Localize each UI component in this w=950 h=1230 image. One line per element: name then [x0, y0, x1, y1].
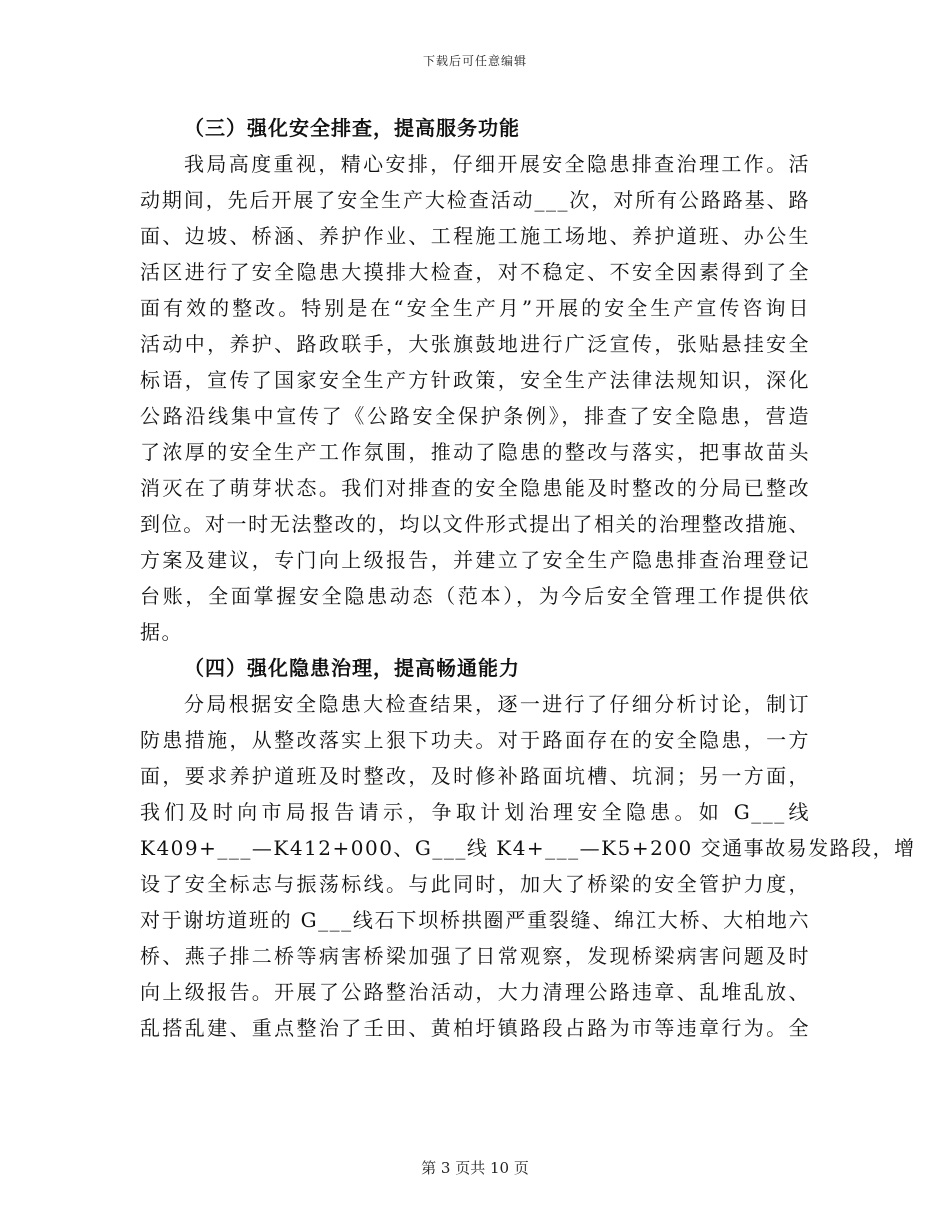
document-body — [140, 110, 916, 1046]
paragraph-line: 到位。对一时无法整改的，均以文件形式提出了相关的治理整改措施、 — [140, 512, 810, 536]
paragraph-line: 我们及时向市局报告请示，争取计划治理安全隐患。如 G___线 — [140, 800, 810, 824]
paragraph-line: 面，要求养护道班及时整改，及时修补路面坑槽、坑洞；另一方面， — [140, 764, 810, 788]
paragraph-line: 分局根据安全隐患大检查结果，逐一进行了仔细分析讨论，制订 — [184, 692, 810, 716]
paragraph-line: 面有效的整改。特别是在“安全生产月”开展的安全生产宣传咨询日 — [140, 296, 810, 320]
paragraph-line: 对于谢坊道班的 G___线石下坝桥拱圈严重裂缝、绵江大桥、大柏地六 — [140, 908, 810, 932]
paragraph-line: 向上级报告。开展了公路整治活动，大力清理公路违章、乱堆乱放、 — [140, 980, 810, 1004]
paragraph-line: 消灭在了萌芽状态。我们对排查的安全隐患能及时整改的分局已整改 — [140, 476, 810, 500]
paragraph-line: 据。 — [140, 620, 183, 644]
paragraph-line: 桥、燕子排二桥等病害桥梁加强了日常观察，发现桥梁病害问题及时 — [140, 944, 810, 968]
paragraph-line: 了浓厚的安全生产工作氛围，推动了隐患的整改与落实，把事故苗头 — [140, 440, 810, 464]
paragraph-line: 公路沿线集中宣传了《公路安全保护条例》，排查了安全隐患，营造 — [140, 404, 810, 428]
paragraph-line: 方案及建议，专门向上级报告，并建立了安全生产隐患排查治理登记 — [140, 548, 810, 572]
page-number: 第 3 页共 10 页 — [421, 1159, 529, 1177]
paragraph-line: 活区进行了安全隐患大摸排大检查，对不稳定、不安全因素得到了全 — [140, 260, 810, 284]
page-header: 下载后可任意编辑 — [422, 54, 527, 68]
paragraph-line: 防患措施，从整改落实上狠下功夫。对于路面存在的安全隐患，一方 — [140, 728, 810, 752]
paragraph-line: 动期间，先后开展了安全生产大检查活动___次，对所有公路路基、路 — [140, 188, 810, 212]
section-heading: （四）强化隐患治理，提高畅通能力 — [184, 656, 520, 680]
paragraph-line: 乱搭乱建、重点整治了壬田、黄柏圩镇路段占路为市等违章行为。全 — [140, 1016, 810, 1040]
paragraph-line: 我局高度重视，精心安排，仔细开展安全隐患排查治理工作。活 — [184, 152, 810, 176]
paragraph-line: K409+___—K412+000、G___线 K4+___—K5+200 交通事故易发路段，增 — [140, 836, 916, 860]
paragraph-line: 活动中，养护、路政联手，大张旗鼓地进行广泛宣传，张贴悬挂安全 — [140, 332, 810, 356]
paragraph-line: 台账，全面掌握安全隐患动态（范本），为今后安全管理工作提供依 — [140, 584, 810, 608]
paragraph-line: 标语，宣传了国家安全生产方针政策，安全生产法律法规知识，深化 — [140, 368, 810, 392]
paragraph-line: 设了安全标志与振荡标线。与此同时，加大了桥梁的安全管护力度， — [140, 872, 810, 896]
paragraph-line: 面、边坡、桥涵、养护作业、工程施工施工场地、养护道班、办公生 — [140, 224, 810, 248]
section-heading: （三）强化安全排查，提高服务功能 — [184, 116, 520, 140]
